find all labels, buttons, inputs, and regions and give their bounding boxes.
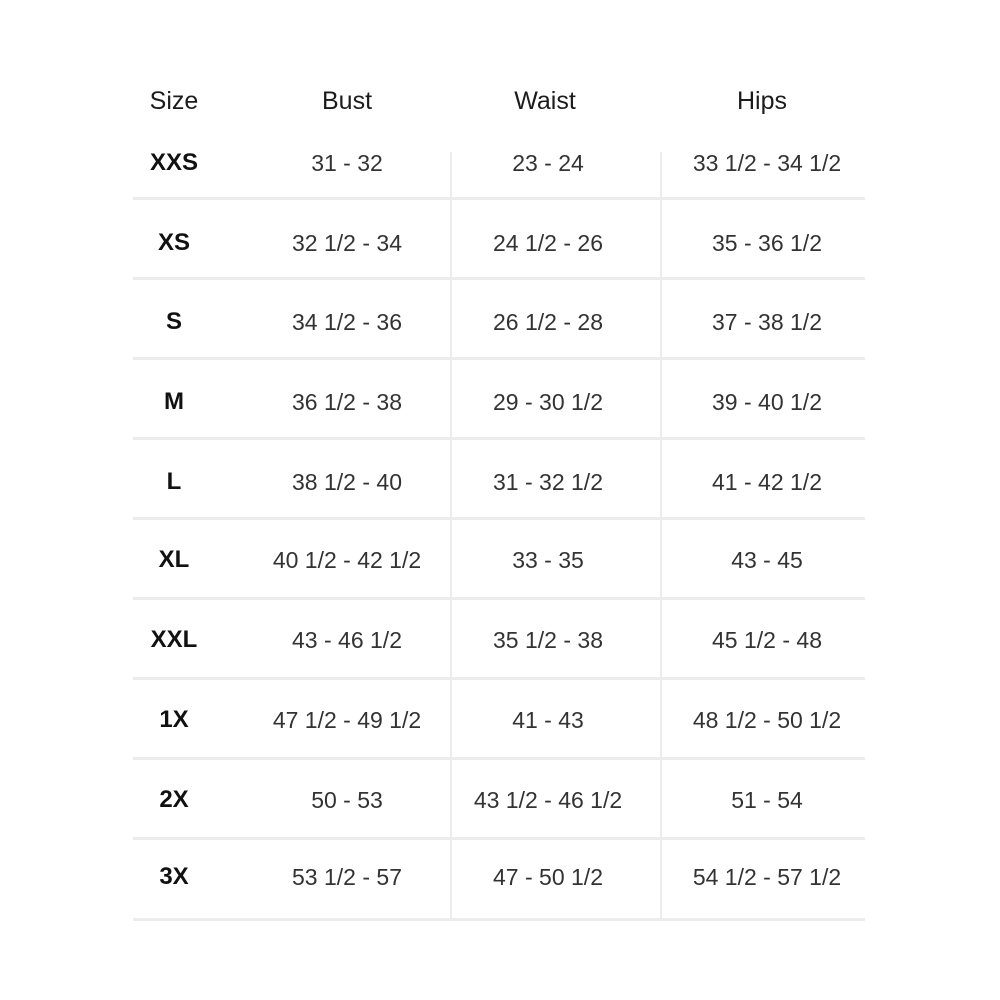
waist-value: 26 1/2 - 28 — [493, 309, 603, 335]
row-divider — [133, 677, 865, 680]
size-label: 1X — [159, 706, 189, 733]
waist-value: 41 - 43 — [512, 707, 584, 733]
bust-value: 47 1/2 - 49 1/2 — [272, 707, 422, 733]
waist-value: 24 1/2 - 26 — [493, 230, 603, 256]
header-bust: Bust — [321, 87, 373, 115]
hips-value: 33 1/2 - 34 1/2 — [692, 150, 842, 176]
waist-value: 35 1/2 - 38 — [493, 627, 603, 653]
row-divider — [133, 197, 865, 200]
size-label: L — [166, 468, 182, 495]
bust-value: 36 1/2 - 38 — [292, 389, 402, 415]
bust-value: 34 1/2 - 36 — [292, 309, 402, 335]
bust-value: 38 1/2 - 40 — [292, 469, 402, 495]
header-hips: Hips — [736, 87, 787, 115]
waist-value: 43 1/2 - 46 1/2 — [473, 787, 623, 813]
size-label: S — [165, 308, 182, 335]
row-divider — [133, 517, 865, 520]
hips-value: 37 - 38 1/2 — [712, 309, 822, 335]
bust-value: 53 1/2 - 57 — [292, 864, 402, 890]
row-divider — [133, 437, 865, 440]
waist-value: 47 - 50 1/2 — [493, 864, 603, 890]
size-label: XL — [158, 546, 190, 573]
waist-value: 29 - 30 1/2 — [493, 389, 603, 415]
bust-value: 43 - 46 1/2 — [292, 627, 402, 653]
row-divider — [133, 918, 865, 921]
size-label: 3X — [159, 863, 189, 890]
row-divider — [133, 597, 865, 600]
bust-value: 32 1/2 - 34 — [292, 230, 402, 256]
hips-value: 54 1/2 - 57 1/2 — [692, 864, 842, 890]
header-size: Size — [149, 87, 199, 115]
size-label: XXS — [149, 149, 199, 176]
bust-value: 50 - 53 — [311, 787, 383, 813]
row-divider — [133, 357, 865, 360]
waist-value: 31 - 32 1/2 — [493, 469, 603, 495]
header-waist: Waist — [514, 87, 576, 115]
bust-value: 40 1/2 - 42 1/2 — [272, 547, 422, 573]
bust-value: 31 - 32 — [311, 150, 383, 176]
hips-value: 43 - 45 — [731, 547, 803, 573]
hips-value: 35 - 36 1/2 — [712, 230, 822, 256]
size-label: M — [164, 388, 184, 415]
row-divider — [133, 277, 865, 280]
hips-value: 45 1/2 - 48 — [712, 627, 822, 653]
hips-value: 51 - 54 — [731, 787, 803, 813]
row-divider — [133, 837, 865, 840]
size-label: XS — [157, 229, 190, 256]
row-divider — [133, 757, 865, 760]
hips-value: 48 1/2 - 50 1/2 — [692, 707, 842, 733]
size-label: 2X — [159, 786, 189, 813]
size-label: XXL — [150, 626, 198, 653]
column-divider-waist-hips — [660, 152, 662, 920]
hips-value: 39 - 40 1/2 — [712, 389, 822, 415]
hips-value: 41 - 42 1/2 — [712, 469, 822, 495]
waist-value: 33 - 35 — [512, 547, 584, 573]
waist-value: 23 - 24 — [512, 150, 584, 176]
